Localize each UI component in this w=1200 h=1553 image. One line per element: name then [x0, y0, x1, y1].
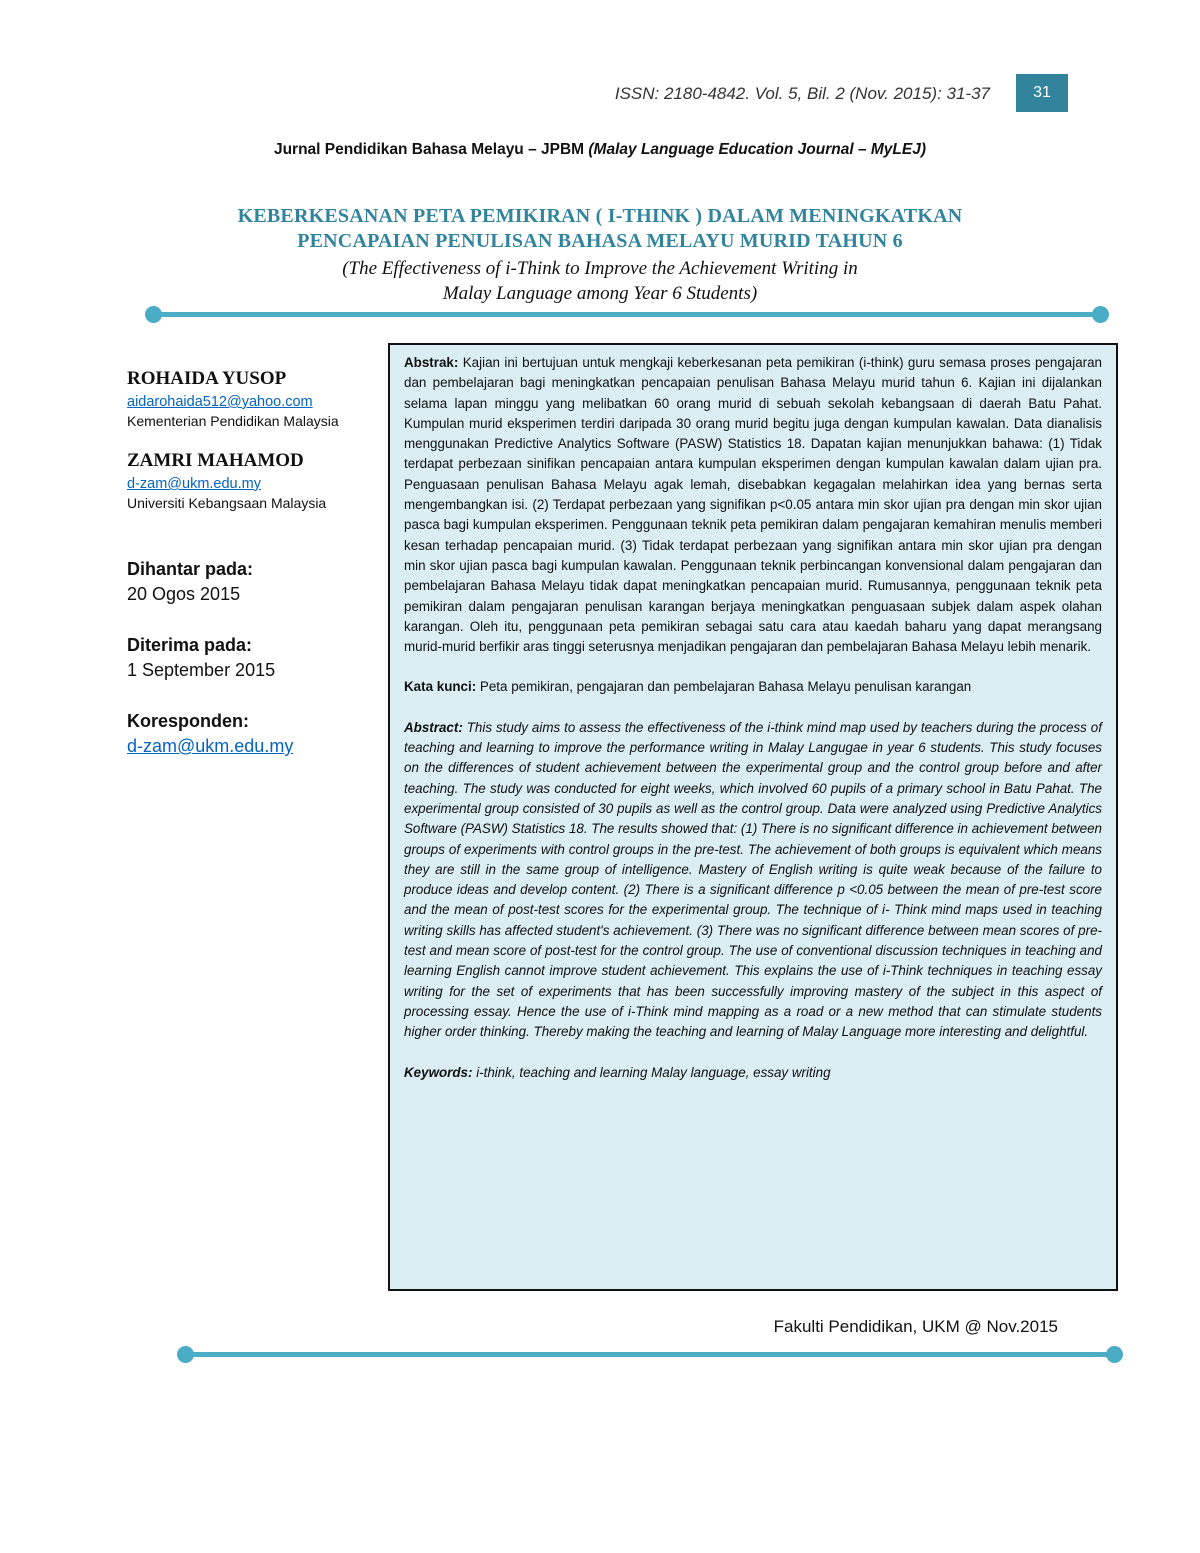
correspondent-email-link[interactable]: d-zam@ukm.edu.my	[127, 736, 294, 756]
keywords-malay-text: Peta pemikiran, pengajaran dan pembelajaran Bahasa Melayu penulisan karangan	[479, 679, 972, 695]
journal-name-en: (Malay Language Education Journal – MyLEJ)	[588, 141, 927, 158]
accepted-block	[127, 635, 377, 681]
accepted-date: 1 September 2015	[127, 660, 276, 680]
abstract-box	[388, 343, 1118, 1291]
divider-left-dot	[177, 1346, 194, 1363]
author-name: ZAMRI MAHAMOD	[127, 450, 304, 471]
keywords-malay	[404, 677, 1102, 697]
title-divider	[153, 312, 1101, 317]
author-block	[127, 450, 377, 511]
divider-left-dot	[145, 306, 162, 323]
abstract-malay-text: Kajian ini bertujuan untuk mengkaji keberkesanan peta pemikiran (i-think) guru semasa proses pengajaran dan pembelajaran bagi meningkatkan pencapaian penulisan Bahasa Melayu murid tahun 6. Kajian ini dijalankan selama lapan minggu yang melibatkan 60 orang murid di sebuah sekolah kebangsaan di daerah Batu Pahat. Kumpulan murid eksperimen terdiri daripada 30 orang murid begitu juga dengan kumpulan kawalan. Data dianalisis menggunakan Predictive Analytics Software (PASW) Statistics 18. Dapatan kajian menunjukkan bahawa: (1) Tidak terdapat perbezaan sinifikan pencapaian antara kumpulan eksperimen dengan kumpulan kawalan dalam ujian pra. Penguasaan penulisan Bahasa Melayu agak lemah, disebabkan kegagalan melahirkan idea yang bernas serta mengembangkan isi. (2) Terdapat perbezaan yang signifikan p<0.05 antara min skor ujian pra dengan min skor ujian pasca bagi kumpulan eksperimen. Penggunaan teknik peta pemikiran dalam pengajaran kemahiran menulis memberi kesan terhadap pencapaian murid. (3) Tidak terdapat perbezaan yang signifikan antara min skor ujian pra dengan min skor ujian pasca bagi kumpulan kawalan. Penggunaan teknik perbincangan konvensional dalam pengajaran dan pembelajaran Bahasa Melayu tidak dapat meningkatkan pencapaian murid. Rumusannya, penggunaan teknik peta pemikiran dalam pengajaran penulisan karangan berjaya meningkatkan penguasaan subjek dalam aspek olahan karangan. Oleh itu, penggunaan peta pemikiran sebagai satu cara atau kaedah baharu yang dapat merangsang murid-murid berfikir aras tinggi seterusnya menjadikan pengajaran dan pembelajaran Bahasa Melayu lebih menarik.	[404, 355, 1102, 655]
author-affiliation: Kementerian Pendidikan Malaysia	[127, 413, 339, 429]
footer-text: Fakulti Pendidikan, UKM @ Nov.2015	[773, 1317, 1058, 1336]
divider-right-dot	[1106, 1346, 1123, 1363]
paper-title-en-line-1: (The Effectiveness of i-Think to Improve the Achievement Writing in	[342, 258, 858, 279]
paper-title-line-1: KEBERKESANAN PETA PEMIKIRAN ( I-THINK ) DALAM MENINGKATKAN	[237, 205, 963, 227]
accepted-label: Diterima pada:	[127, 635, 253, 655]
correspondent-block	[127, 711, 377, 757]
submitted-date: 20 Ogos 2015	[127, 584, 241, 604]
paper-title	[0, 204, 1200, 254]
keywords-english-label: Keywords:	[404, 1064, 473, 1080]
keywords-english	[404, 1063, 1102, 1083]
issn-line: ISSN: 2180-4842. Vol. 5, Bil. 2 (Nov. 2015): 31-37	[614, 84, 990, 103]
abstract-english-text: This study aims to assess the effectiveness of the i-think mind map used by teachers during the process of teaching and learning to improve the performance writing in Malay Langugae in year 6 students. This study focuses on the differences of student achievement between the experimental group and the control group before and after teaching. The study was conducted for eight weeks, which involved 60 pupils of a primary school in Batu Pahat. The experimental group consisted of 30 pupils as well as the control group. Data were analyzed using Predictive Analytics Software (PASW) Statistics 18. The results showed that: (1) There is no significant difference in achievement between groups of experiments with control groups in the pre-test. The achievement of both groups is equivalent which means they are still in the same group of intelligence. Mastery of English writing is quite weak because of the failure to produce ideas and develop content. (2) There is a significant difference p <0.05 between the mean of pre-test score and the mean of post-test scores for the experimental group. The technique of i- Think mind maps used in teaching writing skills has affected student's achievement. (3) There was no significant difference between mean scores of pre-test and mean score of post-test for the control group. The use of conventional discussion techniques in teaching and learning English cannot improve student achievement. This explains the use of i-Think techniques in teaching essay writing for the set of experiments that has been successfully improving mastery of the subject in this aspect of processing essay. Hence the use of i-Think mind mapping as a road or a new method that can stimulate students higher order thinking. Thereby making the teaching and learning of Malay Language more interesting and delightful.	[404, 719, 1102, 1040]
correspondent-label: Koresponden:	[127, 711, 250, 731]
submitted-label: Dihantar pada:	[127, 559, 254, 579]
paper-title-line-2: PENCAPAIAN PENULISAN BAHASA MELAYU MURID TAHUN 6	[297, 230, 903, 252]
author-name: ROHAIDA YUSOP	[127, 368, 287, 389]
abstract-english	[404, 718, 1102, 1043]
author-email-link[interactable]: aidarohaida512@yahoo.com	[127, 394, 313, 410]
journal-name	[0, 141, 1200, 159]
author-email-link[interactable]: d-zam@ukm.edu.my	[127, 476, 261, 492]
abstract-malay	[404, 353, 1102, 657]
author-affiliation: Universiti Kebangsaan Malaysia	[127, 495, 327, 511]
keywords-malay-label: Kata kunci:	[404, 679, 477, 695]
divider-right-dot	[1092, 306, 1109, 323]
author-sidebar	[127, 368, 377, 757]
abstract-english-label: Abstract:	[404, 719, 463, 735]
abstract-malay-label: Abstrak:	[404, 355, 459, 370]
submitted-block	[127, 559, 377, 605]
paper-title-en-line-2: Malay Language among Year 6 Students)	[442, 283, 758, 304]
footer-divider	[185, 1352, 1115, 1357]
paper-title-english	[0, 256, 1200, 306]
author-block	[127, 368, 377, 429]
keywords-english-text: i-think, teaching and learning Malay language, essay writing	[476, 1064, 831, 1080]
journal-name-ms: Jurnal Pendidikan Bahasa Melayu – JPBM	[273, 141, 585, 158]
page-number-badge: 31	[1016, 74, 1068, 112]
